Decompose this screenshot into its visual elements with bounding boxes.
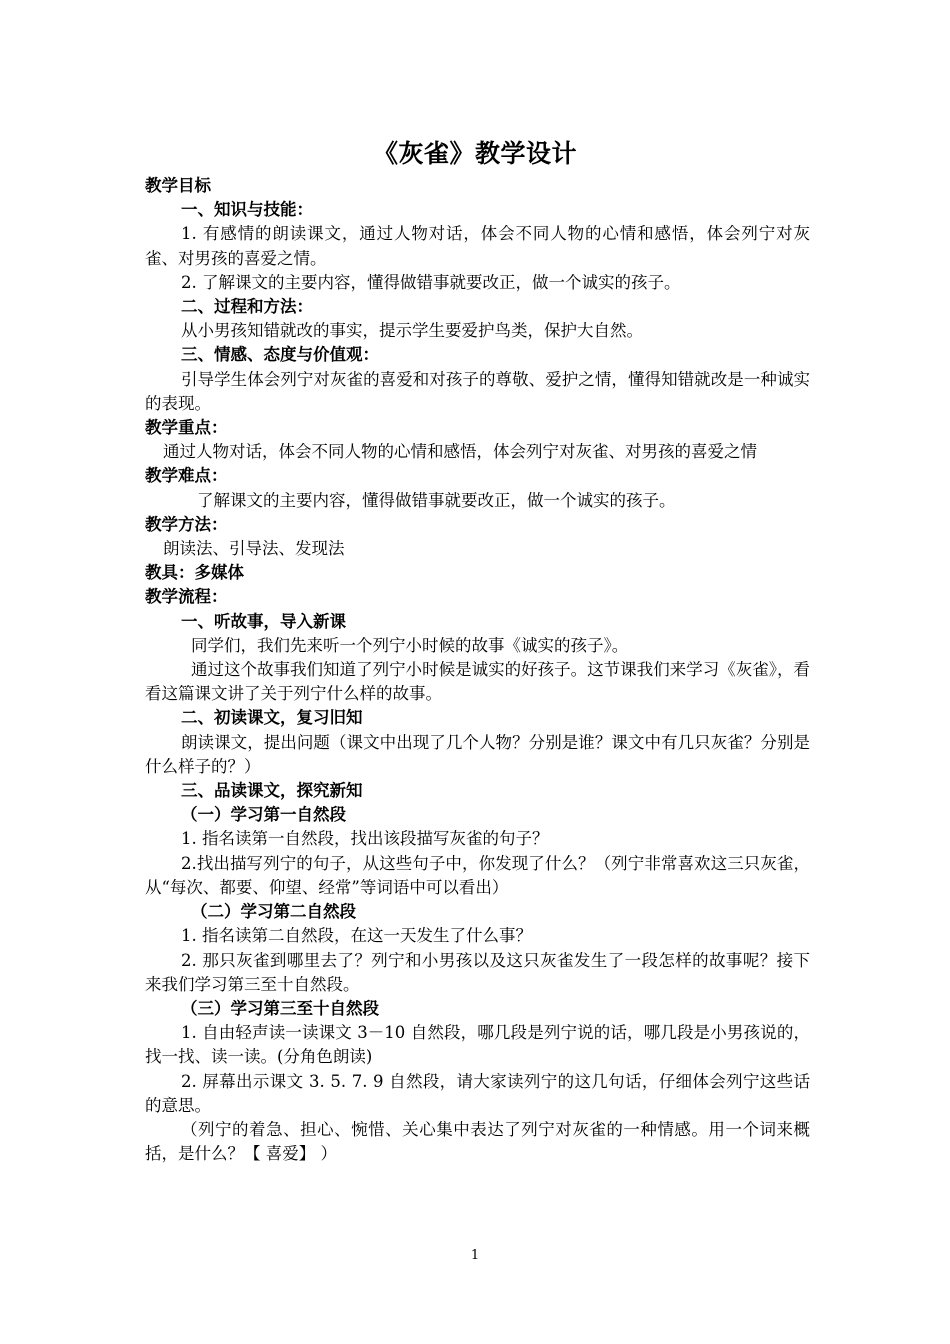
paragraph: 同学们，我们先来听一个列宁小时候的故事《诚实的孩子》。 [191,635,629,655]
document-body [145,174,810,1166]
paragraph: 引导学生体会列宁对灰雀的喜爱和对孩子的尊敬、爱护之情，懂得知错就改是一种诚实的表现。 [145,369,810,413]
paragraph: 1. 指名读第一自然段，找出该段描写灰雀的句子？ [181,829,549,849]
section-heading: 二、初读课文，复习旧知 [181,708,363,728]
section-heading: （二）学习第二自然段 [191,902,356,922]
section-heading: 三、情感、态度与价值观： [181,345,379,365]
section-heading: 教学方法： [145,514,228,534]
paragraph: 1. 自由轻声读一读课文 3－10 自然段，哪几段是列宁说的话，哪几段是小男孩说的，找一找、读一读。(分角色朗读) [145,1023,810,1067]
paragraph: 2. 了解课文的主要内容，懂得做错事就要改正，做一个诚实的孩子。 [181,272,681,292]
section-heading: 教具：多媒体 [145,563,244,583]
section-heading: 教学难点： [145,466,228,486]
section-heading: 三、品读课文，探究新知 [181,781,363,801]
paragraph: 从小男孩知错就改的事实，提示学生要爱护鸟类，保护大自然。 [181,321,643,341]
section-heading: （一）学习第一自然段 [181,805,346,825]
paragraph: 2.找出描写列宁的句子，从这些句子中，你发现了什么？（列宁非常喜欢这三只灰雀，从“每次、都要、仰望、经常”等词语中可以看出） [145,853,810,897]
section-heading: （三）学习第三至十自然段 [181,998,379,1018]
paragraph: 1. 有感情的朗读课文，通过人物对话，体会不同人物的心情和感悟，体会列宁对灰雀、对男孩的喜爱之情。 [145,224,810,268]
paragraph: （列宁的着急、担心、惋惜、关心集中表达了列宁对灰雀的一种情感。用一个词来概括，是什么？【 喜爱】 ） [145,1119,810,1164]
paragraph: 1. 指名读第二自然段，在这一天发生了什么事？ [181,926,532,946]
paragraph: 朗读课文，提出问题（课文中出现了几个人物？分别是谁？课文中有几只灰雀？分别是什么样子的？） [145,732,810,776]
document-title: 《灰雀》教学设计 [372,139,577,168]
section-heading: 教学目标 [145,176,211,195]
paragraph: 2. 那只灰雀到哪里去了？列宁和小男孩以及这只灰雀发生了一段怎样的故事呢？接下来我们学习第三至十自然段。 [145,950,810,994]
paragraph: 朗读法、引导法、发现法 [163,539,345,559]
paragraph: 通过这个故事我们知道了列宁小时候是诚实的好孩子。这节课我们来学习《灰雀》，看看这篇课文讲了关于列宁什么样的故事。 [145,660,810,704]
page-number: 1 [470,1248,480,1263]
paragraph: 通过人物对话，体会不同人物的心情和感悟，体会列宁对灰雀、对男孩的喜爱之情 [163,442,757,462]
section-heading: 一、知识与技能： [181,200,313,220]
section-heading: 二、过程和方法： [181,297,313,317]
section-heading: 教学重点： [145,418,228,438]
section-heading: 教学流程： [145,587,228,607]
paragraph: 2. 屏幕出示课文 3. 5. 7. 9 自然段，请大家读列宁的这几句话，仔细体会列宁这些话的意思。 [145,1071,810,1115]
paragraph: 了解课文的主要内容，懂得做错事就要改正，做一个诚实的孩子。 [197,490,676,510]
section-heading: 一、听故事，导入新课 [181,611,346,631]
